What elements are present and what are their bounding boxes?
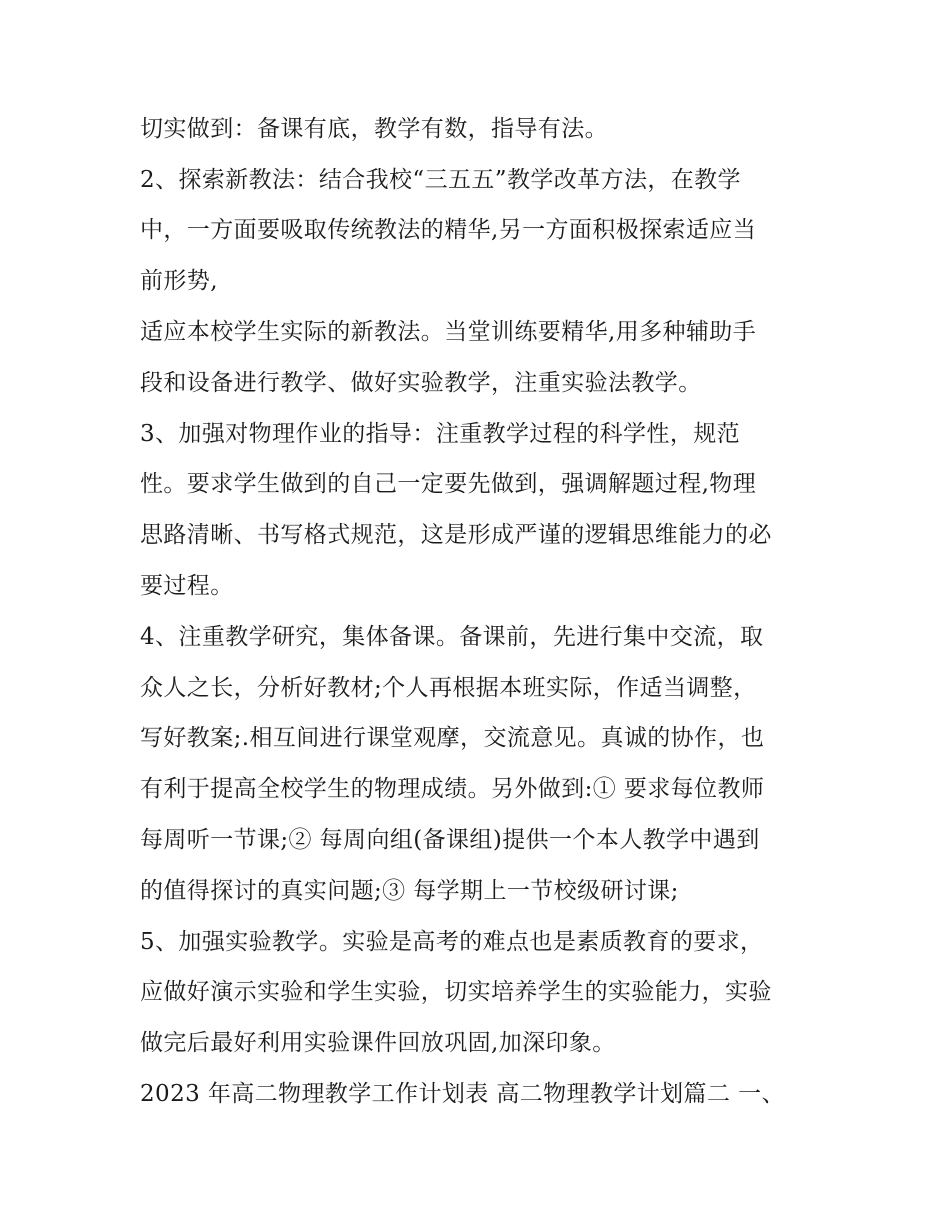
text-line: 要过程。 <box>140 573 234 599</box>
text-line: 切实做到：备课有底，教学有数，指导有法。 <box>140 116 608 142</box>
text-line: 思路清晰、书写格式规范，这是形成严谨的逻辑思维能力的必 <box>140 522 772 548</box>
text-line: 3、加强对物理作业的指导：注重教学过程的科学性，规范 <box>140 421 741 447</box>
text-line: 2023 年高二物理教学工作计划表 高二物理教学计划篇二 一、 <box>140 1081 785 1107</box>
text-line: 写好教案;.相互间进行课堂观摩，交流意见。真诚的协作，也 <box>140 725 765 751</box>
text-line: 段和设备进行教学、做好实验教学，注重实验法教学。 <box>140 370 702 396</box>
text-line: 适应本校学生实际的新教法。当堂训练要精华,用多种辅助手 <box>140 319 757 345</box>
text-line: 应做好演示实验和学生实验，切实培养学生的实验能力，实验 <box>140 979 772 1005</box>
text-line: 前形势, <box>140 268 218 294</box>
text-line: 性。要求学生做到的自己一定要先做到，强调解题过程,物理 <box>140 471 757 497</box>
text-line: 有利于提高全校学生的物理成绩。另外做到:① 要求每位教师 <box>140 776 765 802</box>
text-line: 5、加强实验教学。实验是高考的难点也是素质教育的要求， <box>140 929 764 955</box>
text-line: 4、注重教学研究，集体备课。备课前，先进行集中交流，取 <box>140 624 764 650</box>
text-line: 中，一方面要吸取传统教法的精华,另一方面积极探索适应当 <box>140 217 757 243</box>
text-line: 每周听一节课;② 每周向组(备课组)提供一个本人教学中遇到 <box>140 827 760 853</box>
text-line: 众人之长，分析好教材;个人再根据本班实际，作适当调整， <box>140 675 757 701</box>
text-line: 的值得探讨的真实问题;③ 每学期上一节校级研讨课; <box>140 878 679 904</box>
text-line: 做完后最好利用实验课件回放巩固,加深印象。 <box>140 1030 616 1056</box>
text-line: 2、探索新教法：结合我校“三五五”教学改革方法，在教学 <box>140 167 741 193</box>
